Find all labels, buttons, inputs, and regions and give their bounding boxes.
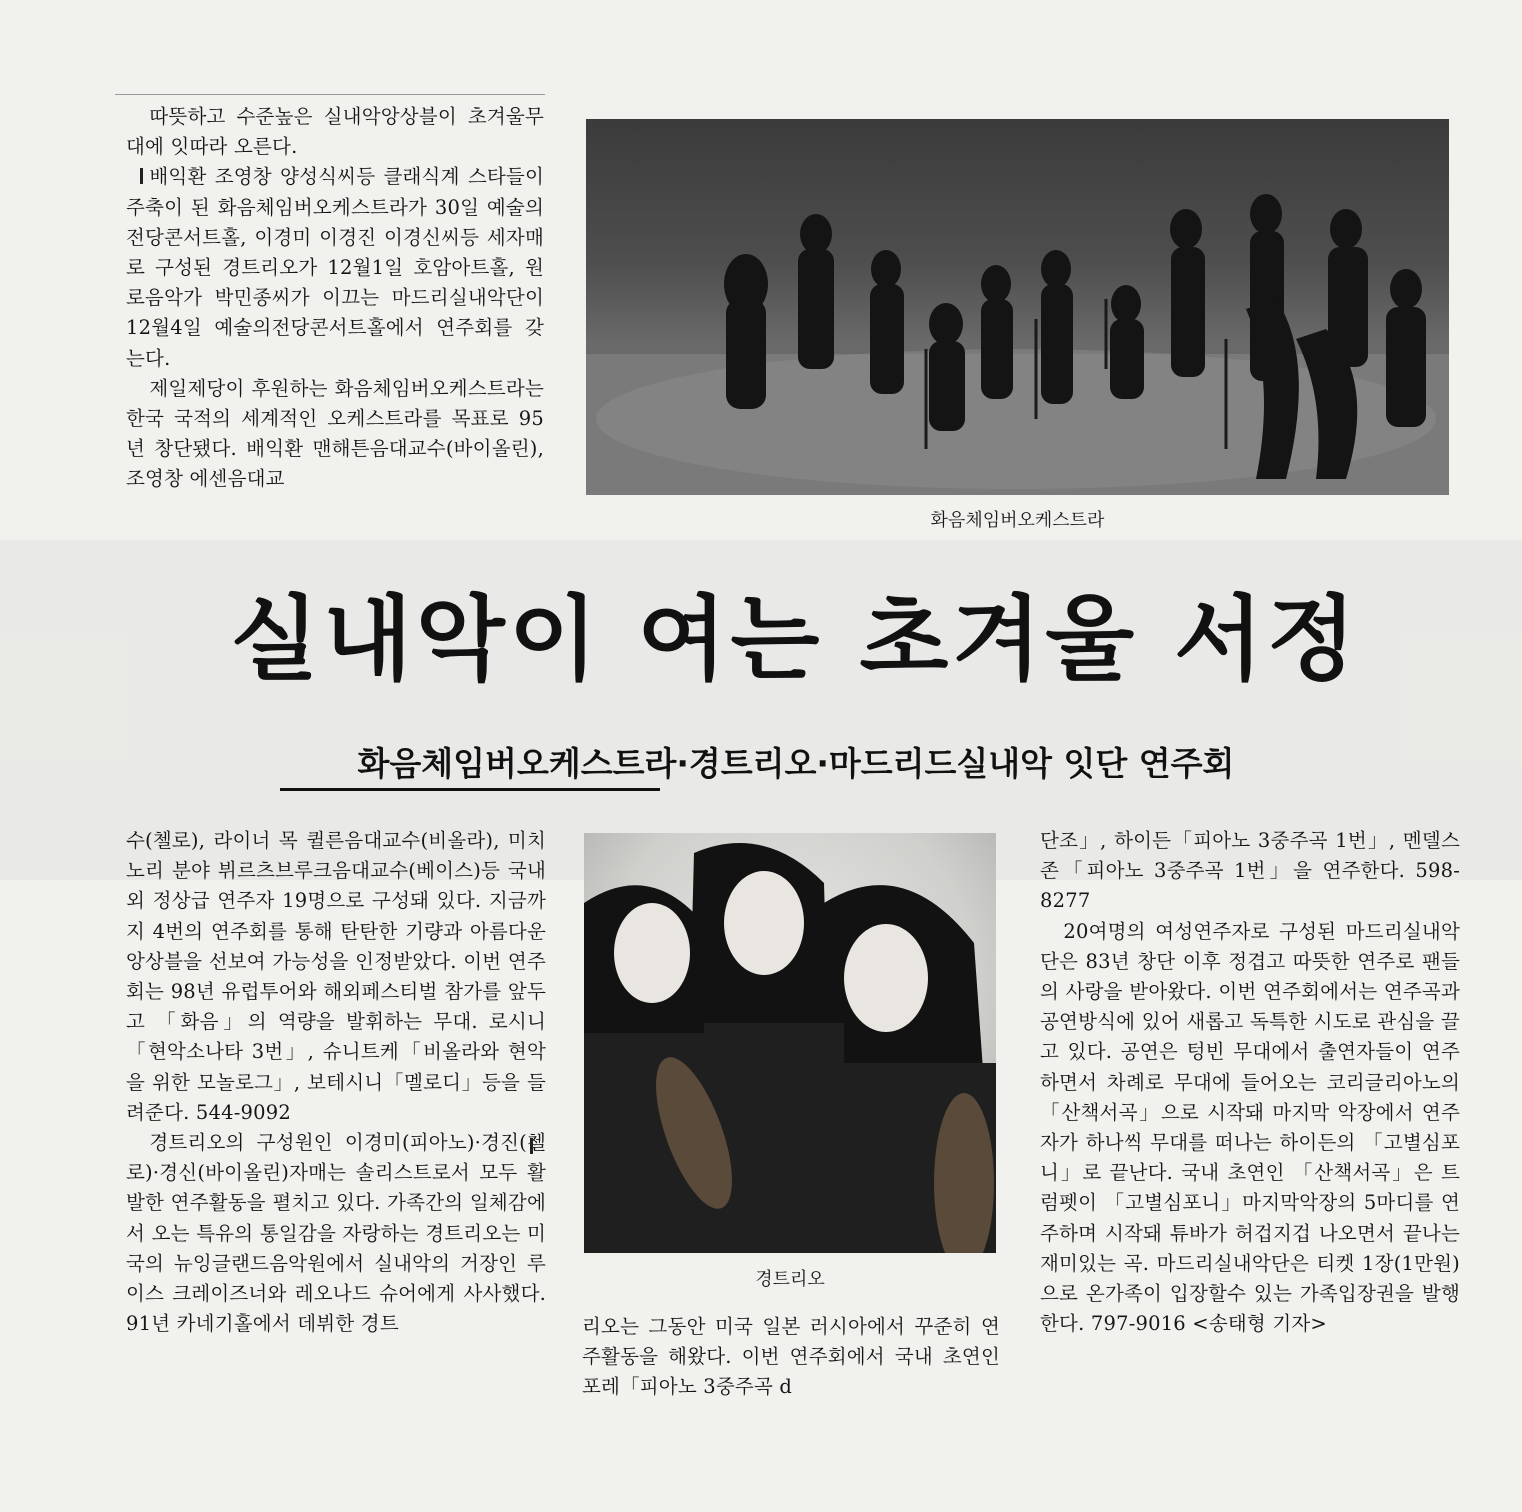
trio-photo	[584, 833, 996, 1253]
headline: 실내악이 여는 초겨울 서정	[230, 586, 1360, 693]
paragraph: 제일제당이 후원하는 화음체임버오케스트라는 한국 국적의 세계적인 오케스트라를 목표로 95년 창단됐다. 배익환 맨해튼음대교수(바이올린), 조영창 에센음대교	[126, 376, 544, 491]
subheadline-underline	[280, 788, 660, 791]
paragraph: 경트리오의 구성원인 이경미(피아노)·경진(첼로)·경신(바이올린)자매는 솔리스트로서 모두 활발한 연주활동을 펼치고 있다. 가족간의 일체감에서 오는 특유의 통일감을 자랑하는 경트리오는 미국의 뉴잉글랜드음악원에서 실내악의 거장인 루이스 크레이즈너와 레오나드 슈어에게 사사했다. 91년 카네기홀에서 데뷔한 경트	[126, 1131, 546, 1336]
paragraph: 20여명의 여성연주자로 구성된 마드리실내악단은 83년 창단 이후 정겹고 따뜻한 연주로 팬들의 사랑을 받아왔다. 이번 연주회에서는 연주곡과 공연방식에 있어 새롭고 독특한 시도로 관심을 끌고 있다. 공연은 텅빈 무대에서 출연자들이 연주하면서 차례로 무대에 들어오는 코리글리아노의 「산책서곡」으로 시작돼 마지막 악장에서 연주자가 하나씩 무대를 떠나는 하이든의 「고별심포니」로 끝난다. 국내 초연인 「산책서곡」은 트럼펫이 「고별심포니」마지막악장의 5마디를 연주하며 시작돼 튜바가 허겁지겁 나오면서 끝나는 재미있는 곡. 마드리실내악단은 티켓 1장(1만원)으로 온가족이 입장할수 있는 가족입장권을 발행한다. 797-9016 <송태형 기자>	[1040, 919, 1460, 1336]
subheadline: 화음체임버오케스트라·경트리오·마드리드실내악 잇단 연주회	[357, 744, 1235, 783]
paragraph: 단조」, 하이든「피아노 3중주곡 1번」, 멘델스존「피아노 3중주곡 1번」을 연주한다. 598-8277	[1040, 829, 1460, 913]
edit-mark	[140, 168, 151, 184]
paragraph: 배익환 조영창 양성식씨등 클래식계 스타들이 주축이 된 화음체임버오케스트라가 30일 예술의전당콘서트홀, 이경미 이경진 이경신씨등 세자매로 구성된 경트리오가 12월1일 호암아트홀, 원로음악가 박민종씨가 이끄는 마드리실내악단이 12월4일 예술의전당콘서트홀에서 연주회를 갖는다.	[126, 165, 544, 370]
edit-mark	[520, 1138, 533, 1154]
trio-photo-caption: 경트리오	[755, 1269, 825, 1290]
article-column-bottom-left	[126, 826, 546, 1339]
orchestra-photo-illustration	[586, 119, 1449, 495]
trio-photo-illustration	[584, 833, 996, 1253]
article-column-bottom-right	[1040, 826, 1460, 1339]
article-column-top-left	[126, 102, 544, 495]
paragraph: 수(첼로), 라이너 목 퀼른음대교수(비올라), 미치노리 분야 뷔르츠브루크음대교수(베이스)등 국내외 정상급 연주자 19명으로 구성돼 있다. 지금까지 4번의 연주회를 통해 탄탄한 기량과 아름다운 앙상블을 선보여 가능성을 인정받았다. 이번 연주회는 98년 유럽투어와 해외페스티벌 참가를 앞두고 「화음」의 역량을 발휘하는 무대. 로시니「현악소나타 3번」, 슈니트케「비올라와 현악을 위한 모놀로그」, 보테시니「멜로디」등을 들려준다. 544-9092	[126, 829, 546, 1124]
article-column-bottom-middle	[582, 1312, 1000, 1403]
paragraph: 따뜻하고 수준높은 실내악앙상블이 초겨울무대에 잇따라 오른다.	[126, 105, 544, 159]
orchestra-photo	[586, 119, 1449, 495]
paragraph: 리오는 그동안 미국 일본 러시아에서 꾸준히 연주활동을 해왔다. 이번 연주회에서 국내 초연인 포레「피아노 3중주곡 d	[582, 1315, 1000, 1399]
orchestra-photo-caption: 화음체임버오케스트라	[930, 510, 1105, 531]
top-rule	[115, 94, 545, 95]
